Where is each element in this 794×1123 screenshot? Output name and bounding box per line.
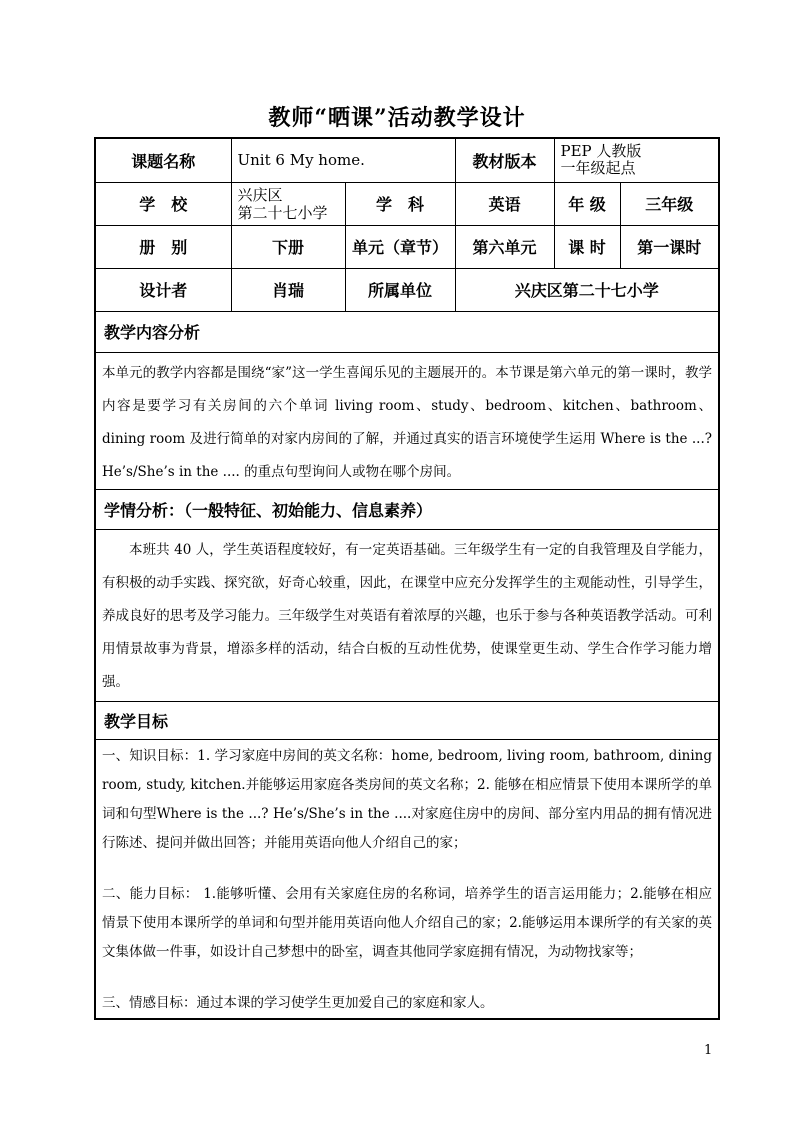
volume-value: 下册 [231,225,345,268]
ability-objective: 二、能力目标： 1.能够听懂、会用有关家庭住房的名称词，培养学生的语言运用能力；2.能够在相应情景下使用本课所学的单词和句型并能用英语向他人介绍自己的家；2.能够运用本课所学的有关家的英文集体做一件事，如设计自己梦想中的卧室，调查其他同学家庭拥有情况，为动物找家等； [102,885,712,960]
learner-analysis-text: 本班共 40 人，学生英语程度较好，有一定英语基础。三年级学生有一定的自我管理及自学能力，有积极的动手实践、探究欲，好奇心较重，因此，在课堂中应充分发挥学生的主观能动性，引导学生，养成良好的思考及学习能力。三年级学生对英语有着浓厚的兴趣，也乐于参与各种英语教学活动。可利用情景故事为背景，增添多样的活动，结合白板的互动性优势，使课堂更生动、学生合作学习能力增强。 [95,529,719,701]
learner-analysis-heading: 学情分析：（一般特征、初始能力、信息素养） [95,489,719,529]
lesson-plan-table [94,137,720,1020]
objectives-body [95,739,719,1019]
document-title: 教师“晒课”活动教学设计 [268,105,526,131]
designer-value: 肖瑞 [231,268,345,311]
objectives-body-row [95,739,719,1019]
content-analysis-body-row [95,352,719,489]
volume-label: 册 别 [95,225,231,268]
spacer [102,967,712,989]
textbook-value [554,138,719,182]
lesson-label: 课 时 [554,225,620,268]
grade-value: 三年级 [620,182,719,225]
objectives-heading-row [95,701,719,739]
content-analysis-heading-row [95,311,719,352]
lesson-value: 第一课时 [620,225,719,268]
page-number: 1 [704,1043,713,1058]
designer-label: 设计者 [95,268,231,311]
textbook-value-line-2: 一年级起点 [560,159,636,178]
course-value: Unit 6 My home. [231,138,455,182]
content-analysis-text: 本单元的教学内容都是围绕“家”这一学生喜闻乐见的主题展开的。本节课是第六单元的第一课时，教学内容是要学习有关房间的六个单词 living room、study、bedroom、kitchen、bathroom、dining room 及进行简单的对家内房间的了解，并通过真实的语言环境使学生运用 Where is the ...? He’s/She’s in the .... 的重点句型询问人或物在哪个房间。 [95,352,719,489]
objectives-heading: 教学目标 [95,701,719,739]
unit-value: 第六单元 [455,225,554,268]
spacer [102,858,712,880]
grade-label: 年 级 [554,182,620,225]
school-value-line-2: 第二十七小学 [237,203,328,222]
content-analysis-heading: 教学内容分析 [95,311,719,352]
info-row-3 [95,225,719,268]
textbook-label: 教材版本 [455,138,554,182]
org-label: 所属单位 [345,268,455,311]
info-row-4 [95,268,719,311]
knowledge-objective: 一、知识目标：1. 学习家庭中房间的英文名称：home, bedroom, living room, bathroom, dining room, study, kitchen.并能够运用家庭各类房间的英文名称；2. 能够在相应情景下使用本课所学的单词和句型Where is the ...? He’s/She’s in the ....对家庭住房中的房间、部分室内用品的拥有情况进行陈述、提问并做出回答；并能用英语向他人介绍自己的家； [102,747,712,851]
unit-label: 单元（章节） [345,225,455,268]
info-row-2 [95,182,719,225]
info-row-1 [95,138,719,182]
subject-label: 学 科 [345,182,455,225]
school-value [231,182,345,225]
school-label: 学 校 [95,182,231,225]
textbook-value-line-1: PEP 人教版 [560,142,642,161]
learner-analysis-heading-row [95,489,719,529]
learner-analysis-body-row [95,529,719,701]
school-value-line-1: 兴庆区 [237,185,283,204]
subject-value: 英语 [455,182,554,225]
org-value: 兴庆区第二十七小学 [455,268,719,311]
emotion-objective: 三、情感目标：通过本课的学习使学生更加爱自己的家庭和家人。 [102,994,494,1011]
course-label: 课题名称 [95,138,231,182]
